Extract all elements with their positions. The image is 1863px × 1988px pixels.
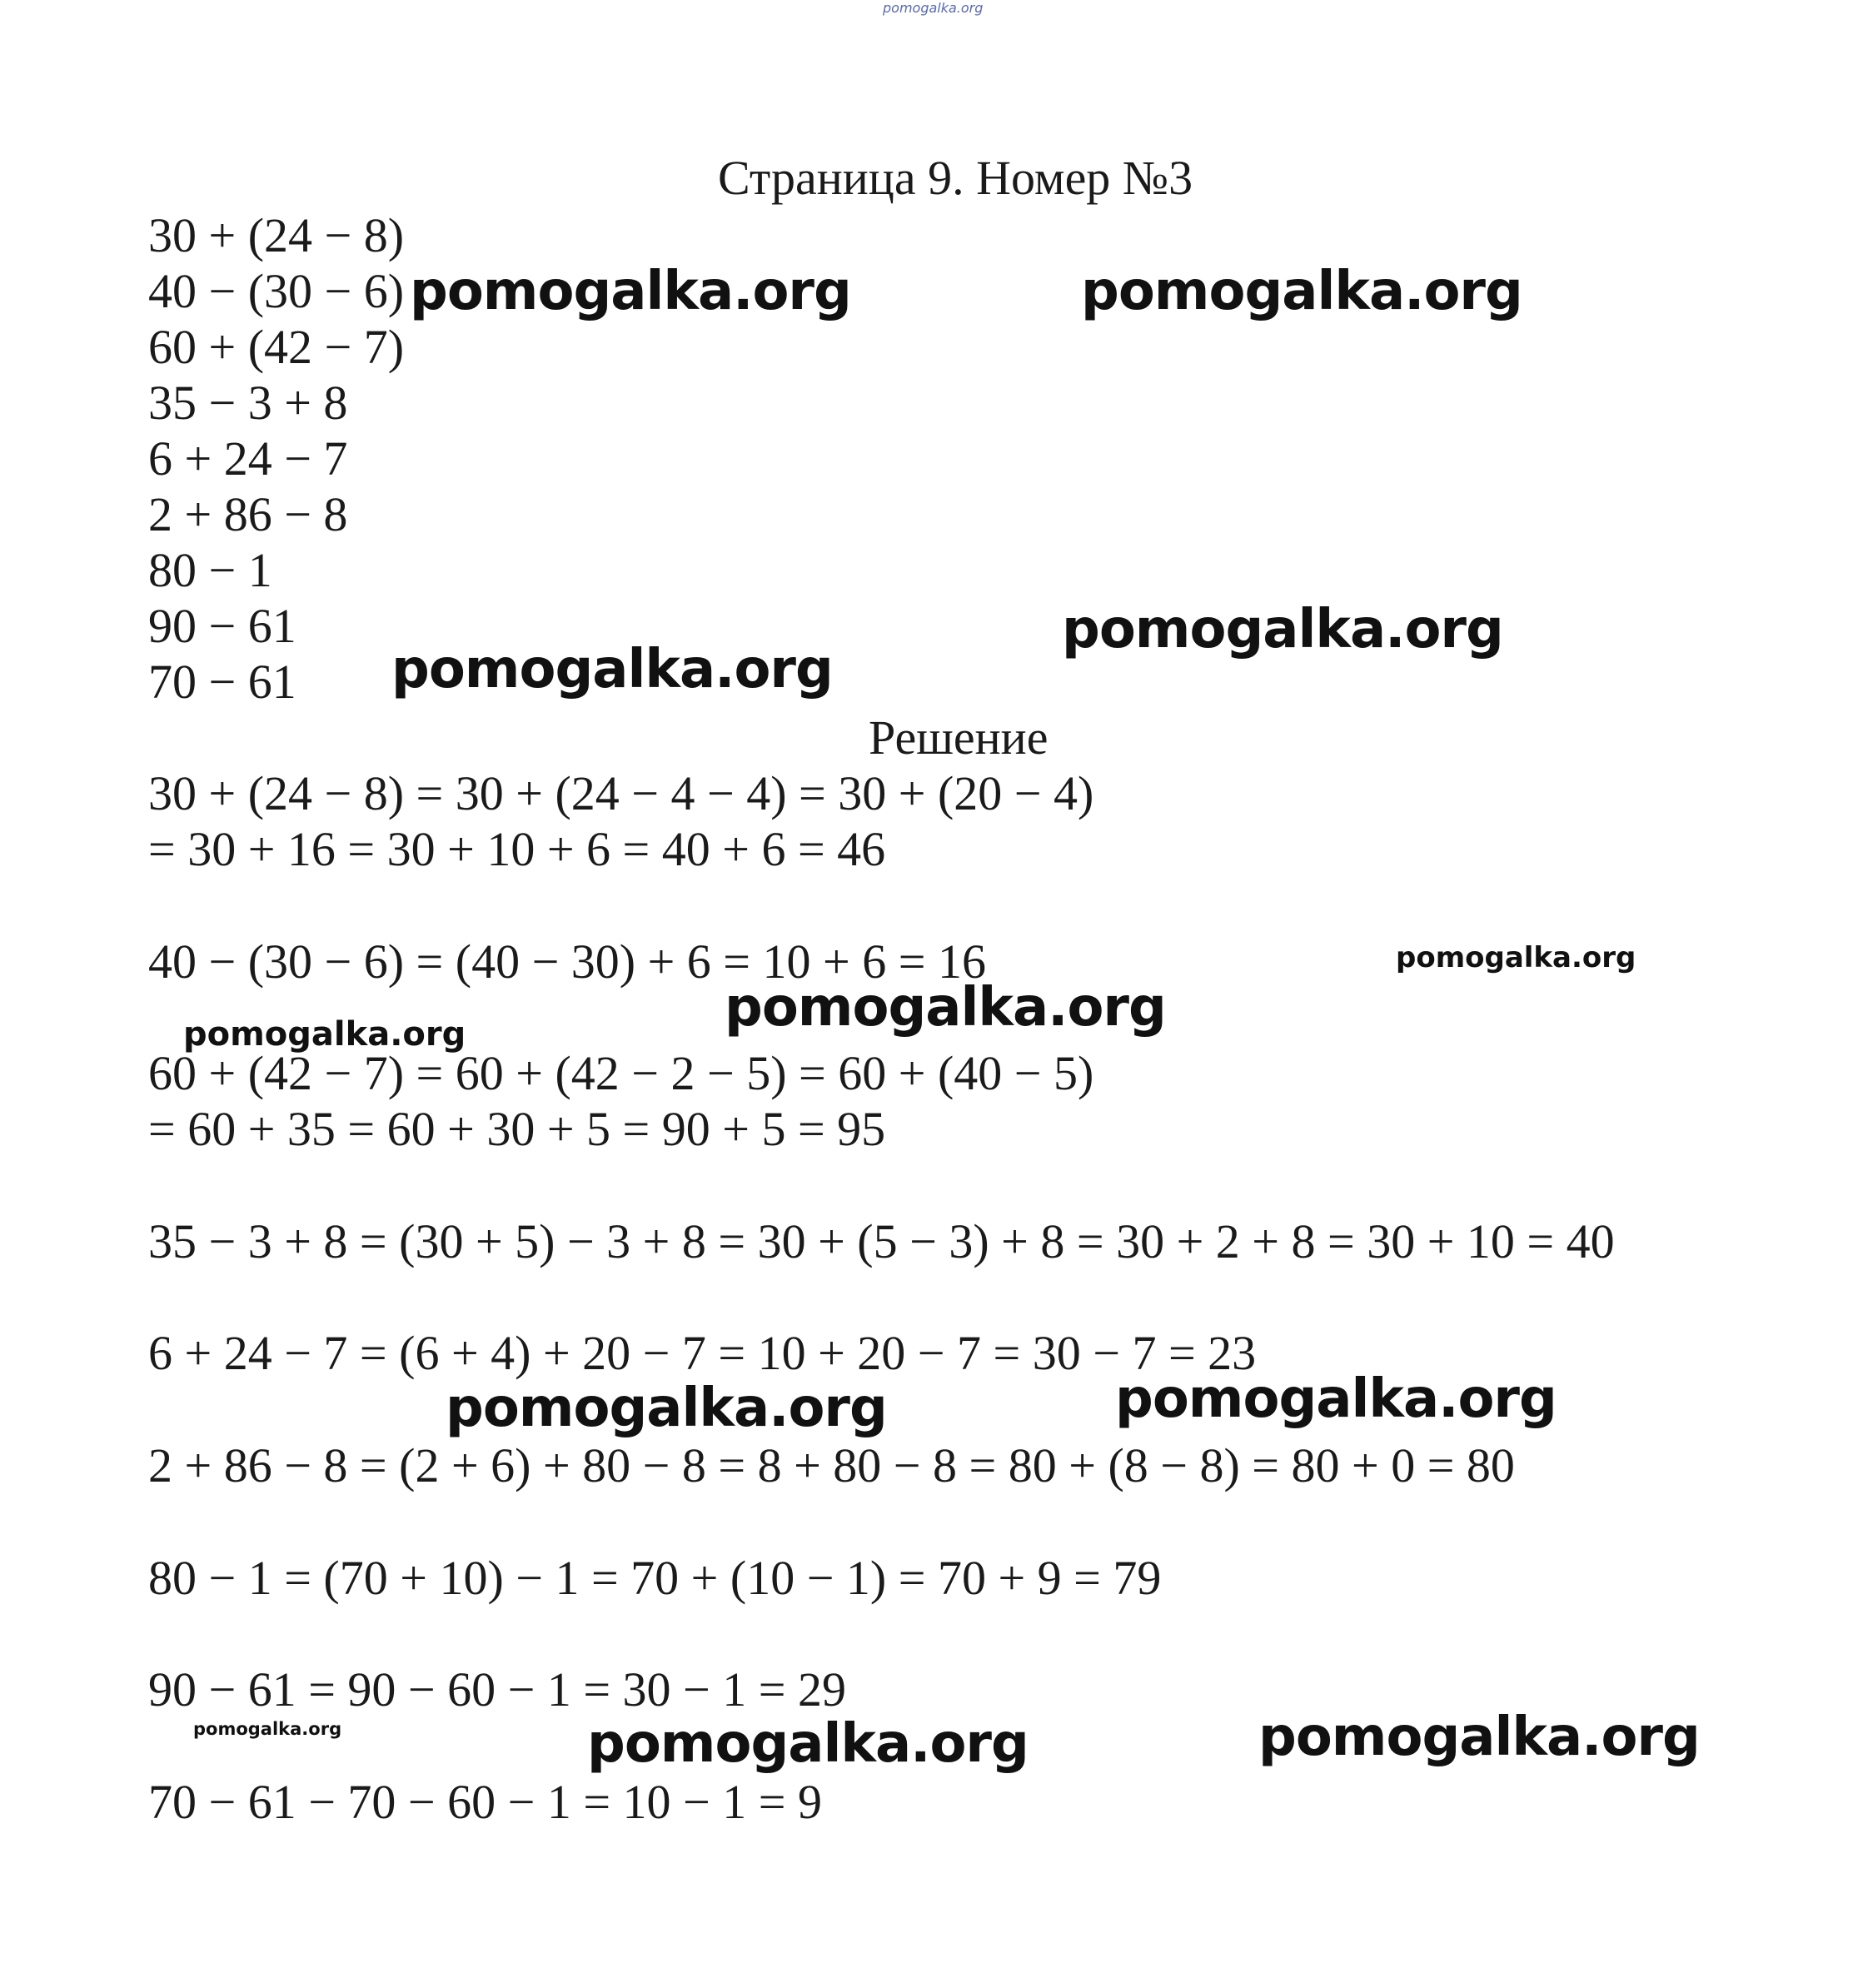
watermark: pomogalka.org (183, 1015, 466, 1054)
problem-2: 40 − (30 − 6) (148, 264, 405, 318)
problem-3: 60 + (42 − 7) (148, 320, 405, 374)
watermark: pomogalka.org (1258, 1706, 1700, 1768)
solution-line-4: 60 + (42 − 7) = 60 + (42 − 2 − 5) = 60 + (40 − 5) (148, 1046, 1094, 1100)
solution-line-1: 30 + (24 − 8) = 30 + (24 − 4 − 4) = 30 + (20 − 4) (148, 766, 1094, 820)
header-watermark: pomogalka.org (883, 0, 984, 16)
watermark: pomogalka.org (1081, 261, 1522, 322)
solution-line-5: = 60 + 35 = 60 + 30 + 5 = 90 + 5 = 95 (148, 1102, 886, 1156)
problem-5: 6 + 24 − 7 (148, 431, 348, 486)
problem-6: 2 + 86 − 8 (148, 487, 348, 541)
solution-line-3: 40 − (30 − 6) = (40 − 30) + 6 = 10 + 6 = 16 (148, 934, 986, 989)
watermark: pomogalka.org (1062, 599, 1503, 660)
watermark: pomogalka.org (410, 261, 851, 322)
solution-line-10: 90 − 61 = 90 − 60 − 1 = 30 − 1 = 29 (148, 1662, 846, 1716)
watermark: pomogalka.org (1396, 941, 1636, 974)
problem-8: 90 − 61 (148, 599, 296, 653)
watermark: pomogalka.org (725, 977, 1166, 1039)
watermark: pomogalka.org (587, 1713, 1029, 1775)
solution-line-6: 35 − 3 + 8 = (30 + 5) − 3 + 8 = 30 + (5 − 3) + 8 = 30 + 2 + 8 = 30 + 10 = 40 (148, 1214, 1615, 1268)
problem-4: 35 − 3 + 8 (148, 376, 348, 430)
problem-7: 80 − 1 (148, 543, 272, 597)
page-title: Страница 9. Номер №3 (718, 151, 1193, 205)
solution-line-8: 2 + 86 − 8 = (2 + 6) + 80 − 8 = 8 + 80 − 8 = 80 + (8 − 8) = 80 + 0 = 80 (148, 1438, 1515, 1492)
watermark: pomogalka.org (1115, 1368, 1557, 1430)
solution-line-7: 6 + 24 − 7 = (6 + 4) + 20 − 7 = 10 + 20 − 7 = 30 − 7 = 23 (148, 1326, 1257, 1380)
watermark: pomogalka.org (446, 1378, 887, 1439)
solution-line-9: 80 − 1 = (70 + 10) − 1 = 70 + (10 − 1) = 70 + 9 = 79 (148, 1551, 1162, 1605)
solution-heading: Решение (869, 710, 1049, 765)
problem-9: 70 − 61 (148, 655, 296, 709)
watermark: pomogalka.org (193, 1719, 342, 1739)
watermark: pomogalka.org (391, 639, 833, 700)
solution-line-2: = 30 + 16 = 30 + 10 + 6 = 40 + 6 = 46 (148, 822, 886, 876)
problem-1: 30 + (24 − 8) (148, 208, 405, 262)
solution-line-11: 70 − 61 − 70 − 60 − 1 = 10 − 1 = 9 (148, 1775, 822, 1829)
